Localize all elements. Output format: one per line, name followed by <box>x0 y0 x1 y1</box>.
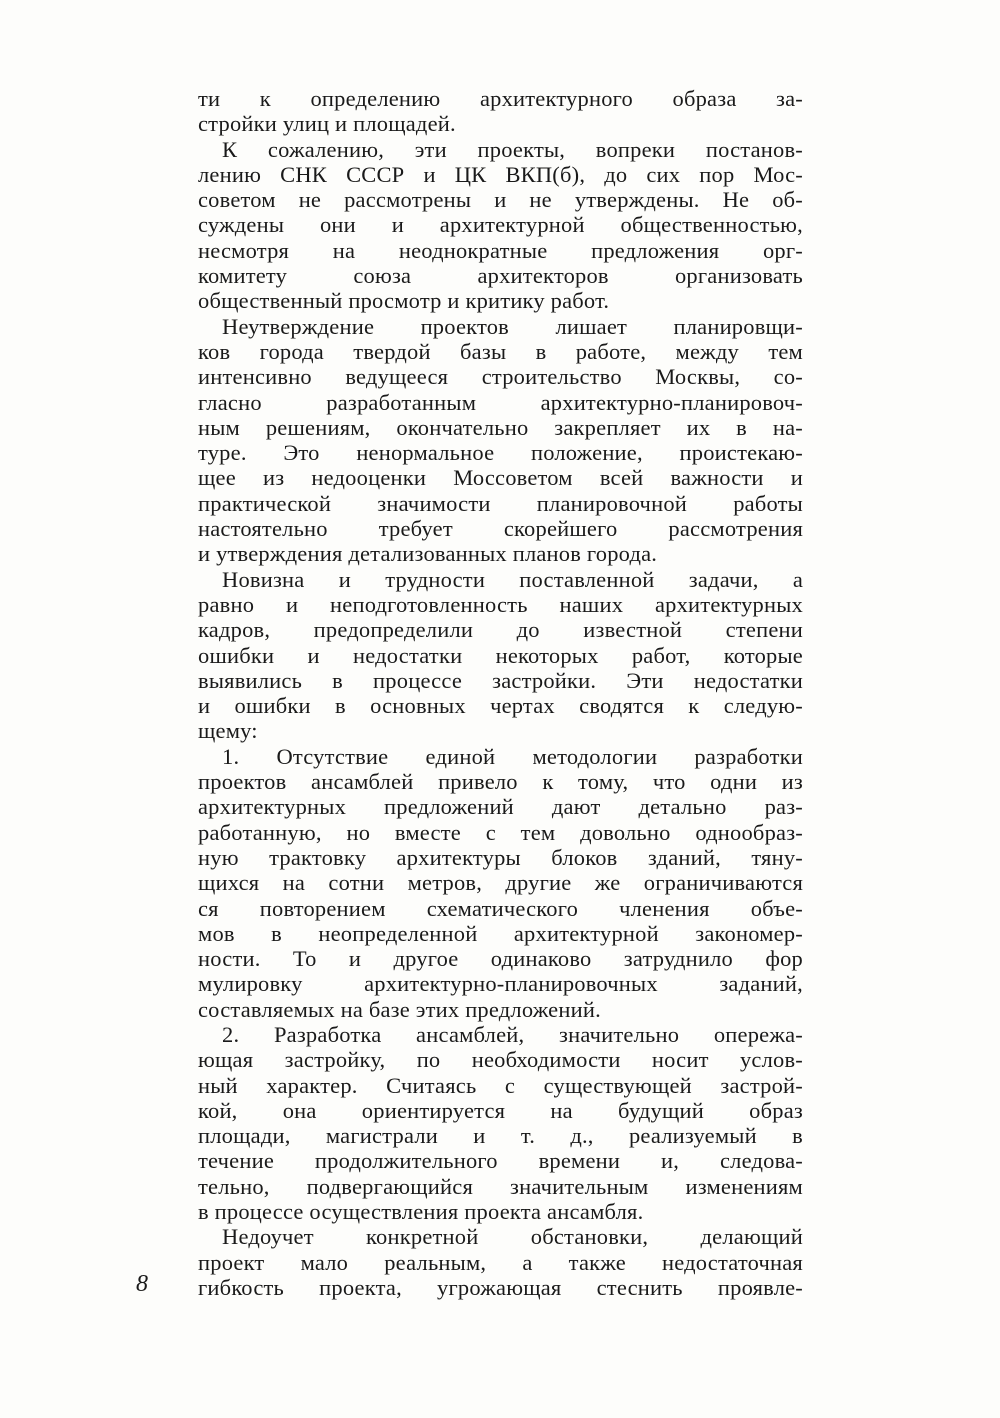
text-line: и утверждения детализованных планов города. <box>198 541 658 567</box>
text-line: ным решениям, окончательно закрепляет их в на- <box>198 414 803 440</box>
text-line: составляемых на базе этих предложений. <box>198 996 601 1022</box>
text-line: ную трактовку архитектуры блоков зданий, тяну- <box>198 844 803 870</box>
text-line: гибкость проекта, угрожающая стеснить проявле- <box>198 1274 803 1300</box>
text-line: практической значимости планировочной работы <box>198 490 803 516</box>
text-line: 1. Отсутствие единой методологии разработки <box>222 743 803 769</box>
text-line: ся повторением схематического членения объе- <box>198 895 803 921</box>
text-line: стройки улиц и площадей. <box>198 111 456 137</box>
text-line: мулировку архитектурно-планировочных заданий, <box>198 971 803 997</box>
text-line: туре. Это ненормальное положение, проистекаю- <box>198 440 803 466</box>
text-line: щему: <box>198 718 258 744</box>
text-line: щее из недооценки Моссоветом всей важности и <box>198 465 803 491</box>
text-line: мов в неопределенной архитектурной закономер- <box>198 920 803 946</box>
text-line: ти к определению архитектурного образа за- <box>198 86 803 111</box>
text-line: Неутверждение проектов лишает планировщи- <box>222 313 803 339</box>
text-line: несмотря на неоднократные предложения орг- <box>198 237 803 263</box>
page-number: 8 <box>136 1271 148 1297</box>
text-line: общественный просмотр и критику работ. <box>198 288 610 314</box>
text-line: суждены они и архитектурной общественностью, <box>198 212 803 238</box>
text-line: советом не рассмотрены и не утверждены. Не об- <box>198 187 803 213</box>
text-line: Новизна и трудности поставленной задачи, а <box>222 566 803 592</box>
text-line: архитектурных предложений дают детально раз- <box>198 794 803 820</box>
text-line: 2. Разработка ансамблей, значительно опережа- <box>222 1021 803 1047</box>
text-line: работанную, но вместе с тем довольно однообраз- <box>198 819 803 845</box>
text-line: ный характер. Считаясь с существующей застрой- <box>198 1072 803 1098</box>
text-line: ющая застройку, по необходимости носит услов- <box>198 1047 803 1073</box>
text-line: К сожалению, эти проекты, вопреки постанов- <box>222 136 803 162</box>
text-line: выявились в процессе застройки. Эти недостатки <box>198 667 803 693</box>
text-line: в процессе осуществления проекта ансамбля. <box>198 1199 644 1225</box>
text-line: лению СНК СССР и ЦК ВКП(б), до сих пор Мос- <box>198 161 803 187</box>
text-line: Недоучет конкретной обстановки, делающий <box>222 1224 803 1250</box>
text-line: площади, магистрали и т. д., реализуемый в <box>198 1123 803 1149</box>
text-line: интенсивно ведущееся строительство Москвы, со- <box>198 364 803 390</box>
text-line: и ошибки в основных чертах сводятся к следую- <box>198 693 803 719</box>
body-text <box>198 86 803 1300</box>
text-line: кой, она ориентируется на будущий образ <box>198 1097 803 1123</box>
text-line: течение продолжительного времени и, следова- <box>198 1148 803 1174</box>
text-line: настоятельно требует скорейшего рассмотрения <box>198 516 803 542</box>
text-line: проектов ансамблей привело к тому, что одни из <box>198 769 803 795</box>
text-line: комитету союза архитекторов организовать <box>198 263 803 289</box>
text-line: щихся на сотни метров, другие же ограничиваются <box>198 870 803 896</box>
text-line: тельно, подвергающийся значительным изменениям <box>198 1173 803 1199</box>
text-line: гласно разработанным архитектурно-планировоч- <box>198 389 803 415</box>
text-line: ности. То и другое одинаково затруднило фор <box>198 946 803 972</box>
text-line: ков города твердой базы в работе, между тем <box>198 338 803 364</box>
text-line: равно и неподготовленность наших архитектурных <box>198 591 803 617</box>
text-line: проект мало реальным, а также недостаточная <box>198 1249 803 1275</box>
text-line: ошибки и недостатки некоторых работ, которые <box>198 642 803 668</box>
text-line: кадров, предопределили до известной степени <box>198 617 803 643</box>
